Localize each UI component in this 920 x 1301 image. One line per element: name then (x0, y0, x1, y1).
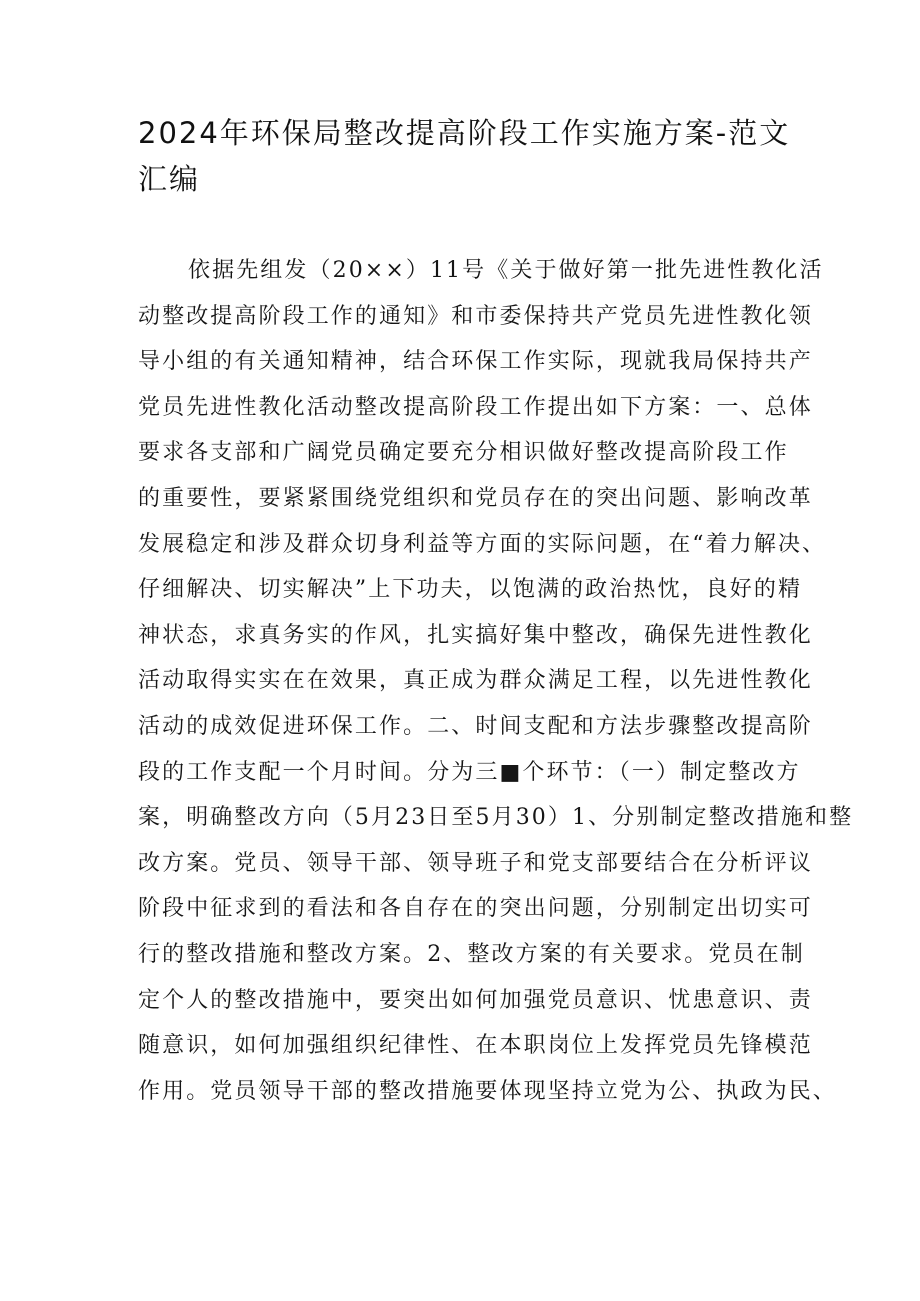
title-line: 2024年环保局整改提高阶段工作实施方案-范文 (138, 116, 791, 150)
paragraph-line: 发展稳定和涉及群众切身利益等方面的实际问题，在“着力解决、 (138, 531, 827, 557)
paragraph-line: 导小组的有关通知精神，结合环保工作实际，现就我局保持共产 (138, 349, 813, 375)
paragraph-line: 党员先进性教化活动整改提高阶段工作提出如下方案：一、总体 (138, 394, 813, 420)
paragraph-line: 动整改提高阶段工作的通知》和市委保持共产党员先进性教化领 (138, 303, 813, 329)
paragraph-line: 仔细解决、切实解决”上下功夫，以饱满的政治热忱，良好的精 (138, 577, 803, 603)
paragraph-line: 随意识，如何加强组织纪律性、在本职岗位上发挥党员先锋模范 (138, 1033, 813, 1059)
paragraph-line: 活动的成效促进环保工作。二、时间支配和方法步骤整改提高阶 (138, 713, 813, 739)
paragraph-line: 依据先组发（20××）11号《关于做好第一批先进性教化活 (188, 258, 824, 283)
paragraph-line: 段的工作支配一个月时间。分为三■个环节：（一）制定整改方 (138, 759, 801, 785)
paragraph-line: 阶段中征求到的看法和各自存在的突出问题，分别制定出切实可 (138, 896, 813, 922)
paragraph-line: 改方案。党员、领导干部、领导班子和党支部要结合在分析评议 (138, 850, 813, 876)
paragraph-line: 定个人的整改措施中，要突出如何加强党员意识、忧患意识、责 (138, 987, 813, 1013)
paragraph-line: 神状态，求真务实的作风，扎实搞好集中整改，确保先进性教化 (138, 622, 813, 648)
paragraph-line: 活动取得实实在在效果，真正成为群众满足工程，以先进性教化 (138, 668, 813, 694)
title-line: 汇编 (138, 162, 201, 196)
paragraph-line: 案，明确整改方向（5月23日至5月30）1、分别制定整改措施和整 (138, 805, 854, 831)
paragraph-line: 作用。党员领导干部的整改措施要体现坚持立党为公、执政为民、 (138, 1078, 837, 1104)
paragraph-line: 行的整改措施和整改方案。2、整改方案的有关要求。党员在制 (138, 941, 805, 967)
document-body (138, 248, 854, 1114)
paragraph-line: 的重要性，要紧紧围绕党组织和党员存在的突出问题、影响改革 (138, 485, 813, 511)
document-title (138, 110, 791, 202)
paragraph-line: 要求各支部和广阔党员确定要充分相识做好整改提高阶段工作 (138, 440, 789, 466)
